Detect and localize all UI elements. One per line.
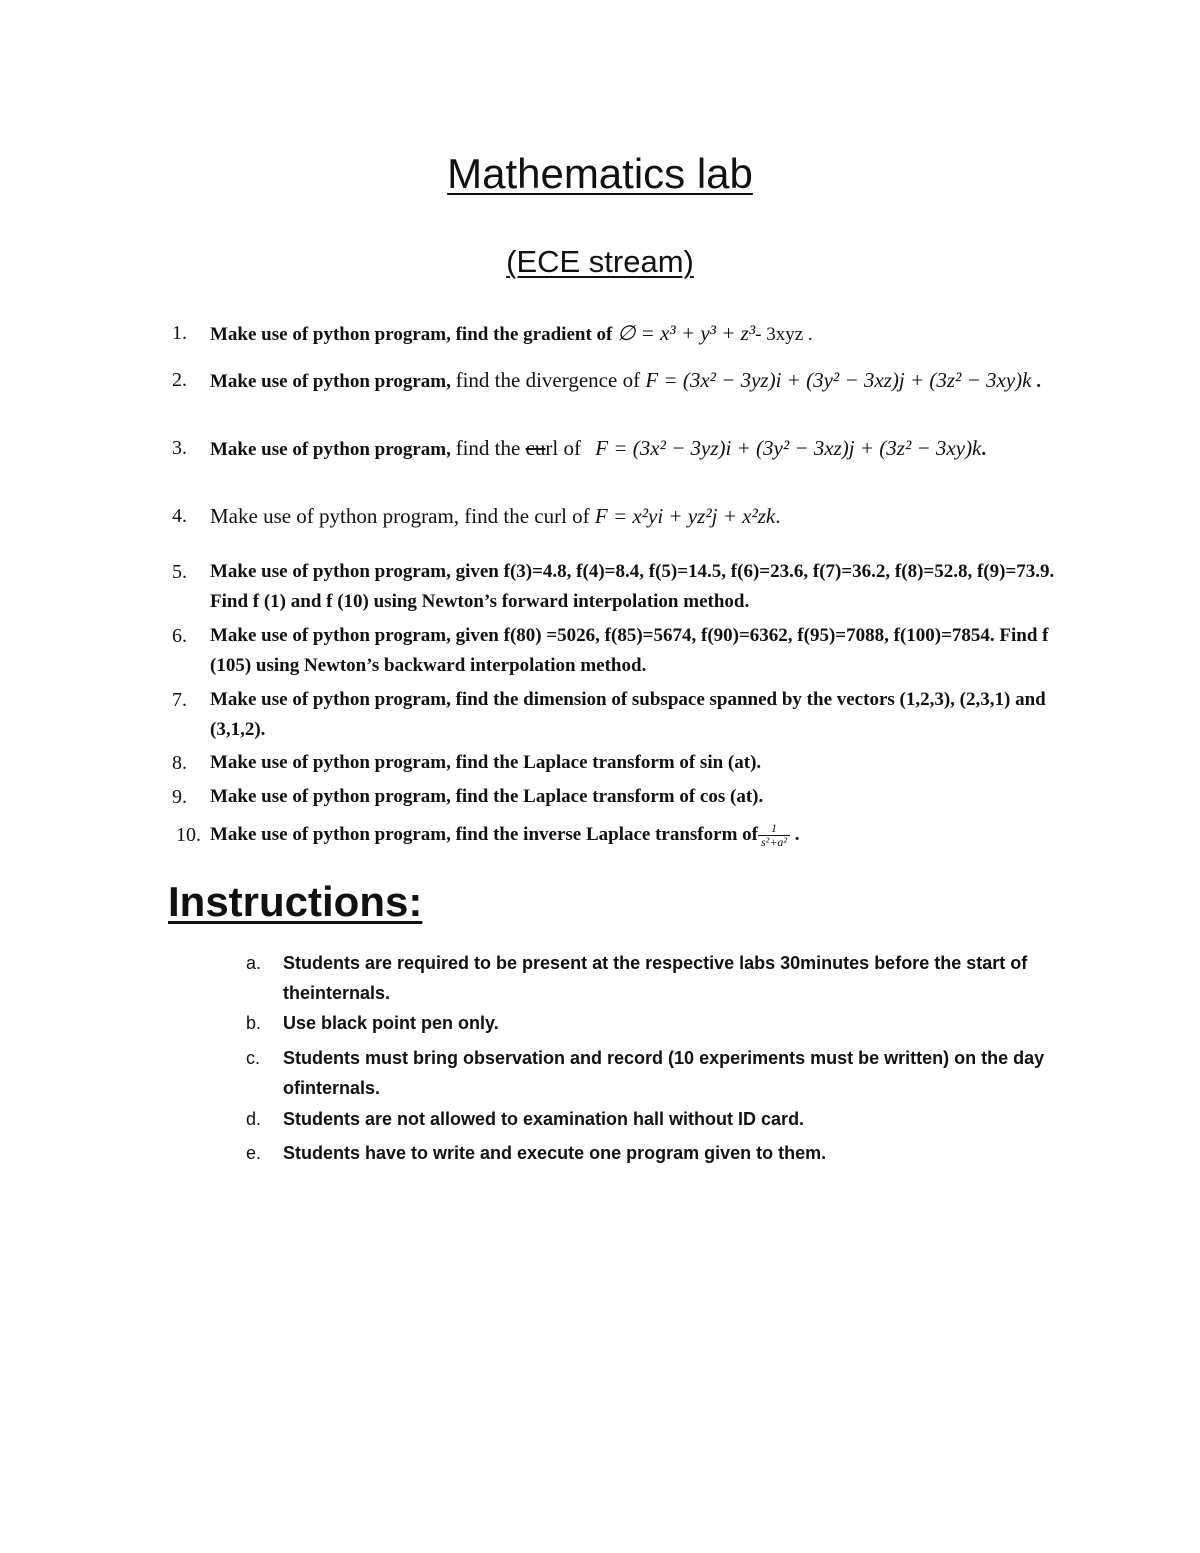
fraction-numerator: 1 xyxy=(758,822,790,836)
question-number: 3. xyxy=(172,437,187,459)
question-formula: F = (3x² − 3yz)i + (3y² − 3xz)j + (3z² − 3xy)k xyxy=(645,368,1032,392)
question-number: 2. xyxy=(172,369,187,391)
question-formula: F = (3x² − 3yz)i + (3y² − 3xz)j + (3z² − 3xy)k xyxy=(595,436,982,460)
question-text: Make use of python program, find the curl of xyxy=(210,504,595,528)
question-number: 6. xyxy=(172,625,187,647)
question-number: 1. xyxy=(172,322,187,344)
question-text: Make use of python program, xyxy=(210,439,456,460)
instruction-e xyxy=(246,1138,1066,1168)
question-text: Make use of python program, given f(3)=4.8, f(4)=8.4, f(5)=14.5, f(6)=23.6, f(7)=36.2, f(8)=52.8, f(9)=73.9. Find f (1) and f (10) using Newton’s forward interpolation method. xyxy=(210,561,1055,612)
question-9 xyxy=(172,782,1072,812)
question-tail: . xyxy=(775,504,781,528)
question-text: Make use of python program, find the Laplace transform of sin (at). xyxy=(210,752,762,773)
question-3 xyxy=(172,433,1072,465)
question-tail: . xyxy=(789,824,800,845)
instruction-text: Use black point pen only. xyxy=(283,1013,499,1033)
question-number: 8. xyxy=(172,752,187,774)
question-formula: F = x²yi + yz²j + x²zk xyxy=(594,504,776,528)
question-5 xyxy=(172,557,1072,617)
question-text: Make use of python program, find the dimension of subspace spanned by the vectors (1,2,3), (2,3,1) and (3,1,2). xyxy=(210,689,1046,740)
question-tail: - 3xyz . xyxy=(755,324,813,345)
question-number: 7. xyxy=(172,689,187,711)
question-number: 9. xyxy=(172,786,187,808)
question-text-2: find the xyxy=(455,436,526,460)
instruction-text: Students are required to be present at the respective labs 30minutes before the start of theinternals. xyxy=(283,953,1028,1003)
instruction-c xyxy=(246,1043,1066,1103)
question-tail: . xyxy=(1031,371,1041,392)
question-4 xyxy=(172,501,1072,531)
instruction-text: Students must bring observation and record (10 experiments must be written) on the day ofinternals. xyxy=(283,1048,1045,1098)
fraction-denominator: s²+a² xyxy=(760,835,787,850)
instruction-text: Students are not allowed to examination hall without ID card. xyxy=(283,1109,805,1129)
instruction-d xyxy=(246,1104,1066,1134)
question-number: 5. xyxy=(172,561,187,583)
instruction-text: Students have to write and execute one program given to them. xyxy=(283,1143,827,1163)
question-2 xyxy=(172,365,1072,397)
question-tail: . xyxy=(981,439,987,460)
question-7 xyxy=(172,685,1072,745)
instruction-b xyxy=(246,1008,1066,1038)
question-struck-text: cu xyxy=(525,436,546,460)
instruction-label: a. xyxy=(246,953,262,973)
instruction-label: c. xyxy=(246,1048,261,1068)
page-title: Mathematics lab xyxy=(447,150,753,197)
instruction-label: b. xyxy=(246,1013,262,1033)
instruction-label: d. xyxy=(246,1109,262,1129)
question-number: 4. xyxy=(172,505,187,527)
question-text: Make use of python program, xyxy=(210,371,456,392)
question-number: 10. xyxy=(176,824,201,846)
question-text: Make use of python program, find the inverse Laplace transform of xyxy=(210,824,758,845)
instruction-label: e. xyxy=(246,1143,262,1163)
question-1 xyxy=(172,318,1072,350)
question-text: Make use of python program, find the Laplace transform of cos (at). xyxy=(210,786,764,807)
instructions-heading: Instructions: xyxy=(168,878,423,925)
question-text-2: find the divergence of xyxy=(455,368,646,392)
question-6 xyxy=(172,621,1072,681)
page-subtitle: (ECE stream) xyxy=(506,244,694,279)
question-text-3: rl of xyxy=(545,436,581,460)
question-text: Make use of python program, given f(80) =5026, f(85)=5674, f(90)=6362, f(95)=7088, f(100)=7854. Find f (105) using Newton’s backward interpolation method. xyxy=(210,625,1049,676)
fraction xyxy=(758,822,790,849)
instruction-a xyxy=(246,948,1066,1008)
question-formula: ∅ = x³ + y³ + z³ xyxy=(617,321,756,345)
question-10 xyxy=(172,820,1072,850)
question-text: Make use of python program, find the gradient of xyxy=(210,324,618,345)
question-8 xyxy=(172,748,1072,778)
